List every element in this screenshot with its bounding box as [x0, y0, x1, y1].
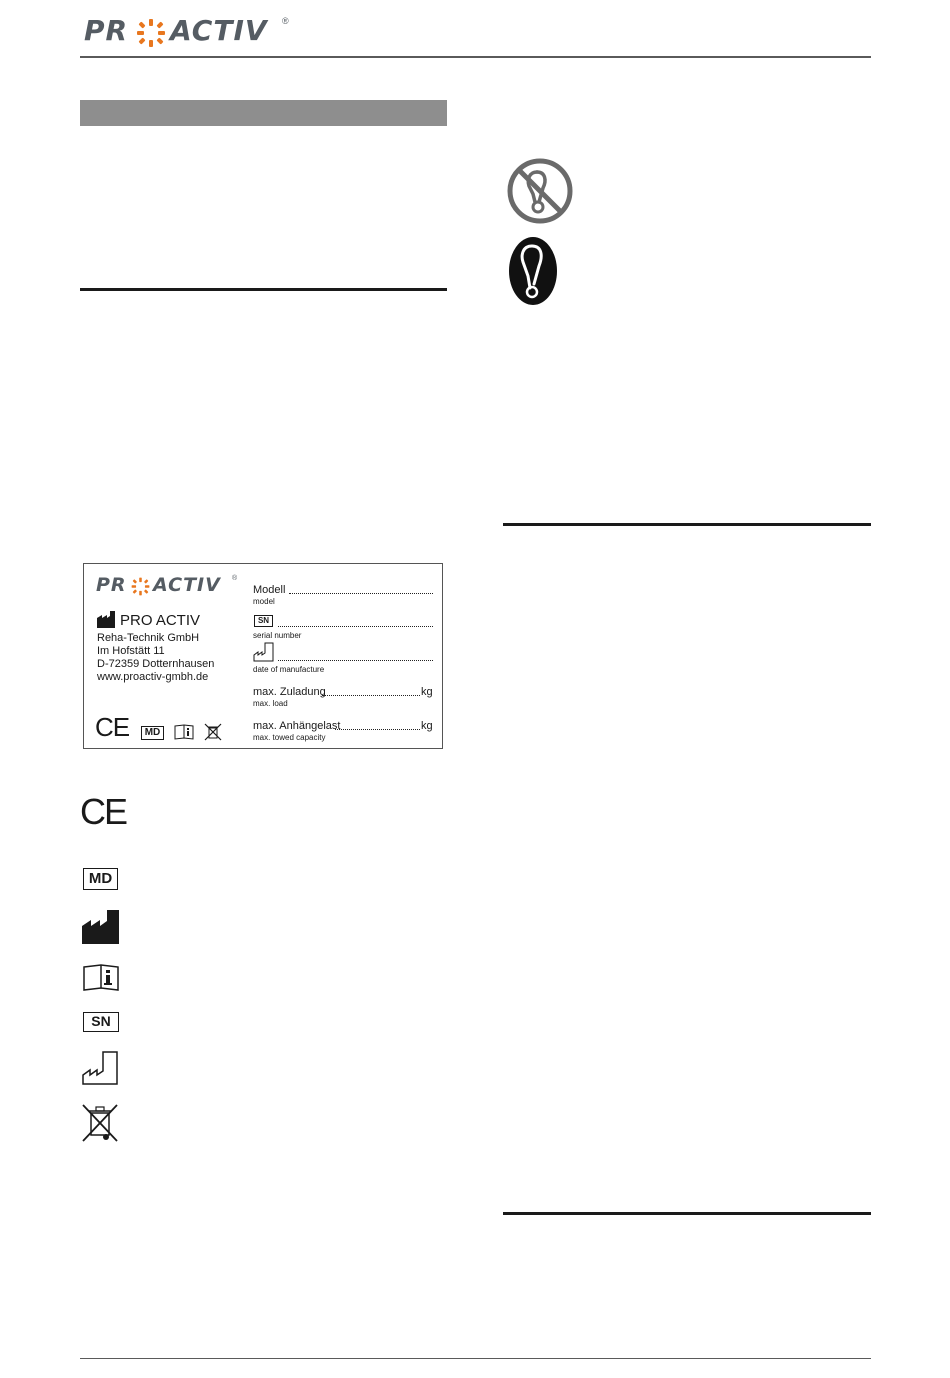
label-sn-mark: SN [254, 615, 273, 627]
label-load-unit: kg [421, 686, 433, 698]
logo-sun-icon [136, 18, 166, 48]
label-load-sub: max. load [253, 699, 288, 708]
label-address-line-3: D-72359 Dotternhausen [97, 658, 215, 670]
label-model-sub: model [253, 597, 275, 606]
label-brand-right: ACTIV [153, 574, 221, 596]
hook-allowed-icon [508, 236, 558, 306]
instructions-icon [83, 964, 119, 991]
label-address-line-1: Reha-Technik GmbH [97, 632, 200, 644]
label-towed-label: max. Anhängelast [253, 720, 341, 732]
label-instructions-icon [174, 724, 194, 740]
section-divider-left [80, 288, 447, 291]
waste-bin-crossed-icon [81, 1103, 119, 1143]
md-icon: MD [83, 868, 118, 890]
label-waste-bin-icon [204, 723, 222, 741]
serial-number-icon: SN [83, 1012, 119, 1032]
label-model-label: Modell [253, 584, 286, 596]
label-towed-unit: kg [421, 720, 433, 732]
label-serial-sub: serial number [253, 631, 302, 640]
registered-mark: ® [282, 16, 289, 26]
brand-left: PR [84, 14, 129, 47]
ce-mark-icon: CE [80, 791, 127, 832]
header-rule [80, 56, 871, 58]
label-serial-dots [278, 626, 433, 627]
header-logo [84, 14, 304, 48]
label-logo-sun-icon [131, 577, 150, 596]
section-divider-right-2 [503, 1212, 871, 1215]
label-date-sub: date of manufacture [253, 665, 325, 674]
label-address-line-4: www.proactiv-gmbh.de [97, 671, 209, 683]
section-bar [80, 100, 447, 126]
date-of-manufacture-icon [82, 1051, 119, 1085]
label-registered-mark: ® [232, 575, 238, 582]
hook-prohibited-icon [507, 158, 573, 224]
label-md-mark: MD [141, 726, 164, 740]
label-load-dots [322, 695, 420, 696]
label-manufacturer-icon [97, 611, 115, 628]
section-divider-right-1 [503, 523, 871, 526]
label-date-dots [278, 660, 433, 661]
label-date-icon [253, 642, 275, 662]
brand-right: ACTIV [170, 14, 268, 47]
label-brand-left: PR [96, 574, 127, 596]
manufacturer-icon [82, 910, 119, 944]
label-ce-mark: CE [95, 712, 130, 742]
footer-rule [80, 1358, 871, 1359]
label-towed-sub: max. towed capacity [253, 733, 326, 742]
type-label-plate [83, 563, 443, 749]
label-towed-dots [335, 729, 420, 730]
label-model-dots [289, 593, 433, 594]
label-address-line-2: Im Hofstätt 11 [97, 645, 165, 657]
label-company: PRO ACTIV [120, 612, 201, 629]
label-load-label: max. Zuladung [253, 686, 326, 698]
